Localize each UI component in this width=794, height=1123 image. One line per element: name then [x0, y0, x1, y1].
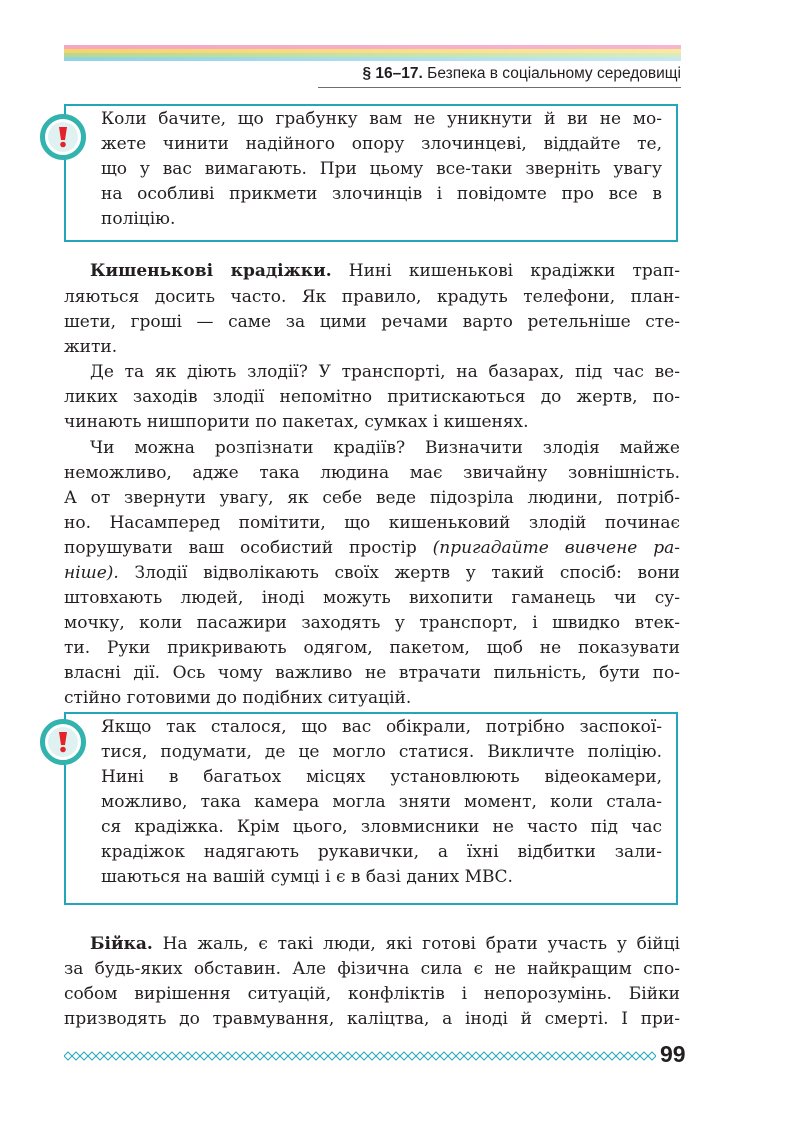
text-line: шаються на вашій сумці і є в базі даних МВС.: [101, 867, 513, 887]
text-line: чинають нишпорити по пакетах, сумках і кишенях.: [64, 412, 529, 432]
text-line: що у вас вимагають. При цьому все-таки зверніть увагу: [101, 159, 662, 179]
text-line: призводять до травмування, каліцтва, а іноді й смерті. І при-: [64, 1009, 680, 1029]
text-line: стійно готовими до подібних ситуацій.: [64, 688, 412, 708]
text-line: но. Насамперед помітити, що кишеньковий злодій починає: [64, 513, 680, 533]
header-stripe-cyan: [64, 57, 681, 61]
text-line: А от звернути увагу, як себе веде підозріла людини, потріб-: [64, 488, 680, 508]
page-number: 99: [660, 1041, 686, 1067]
text-line: мочку, коли пасажири заходять у транспорт, і швидко втек-: [64, 613, 680, 633]
text-line: жете чинити надійного опору злочинцеві, віддайте те,: [101, 134, 662, 154]
exclamation-icon: [57, 126, 69, 148]
text-line: крадіжок надягають рукавички, а їхні відбитки зали-: [101, 842, 662, 862]
text-line: ликих заходів злодії непомітно притискаються до жертв, по-: [64, 387, 680, 407]
text-line: Якщо так сталося, що вас обікрали, потрібно заспокої-: [101, 717, 662, 737]
text-line: жити.: [64, 337, 118, 357]
section-heading: Кишенькові крадіжки.: [90, 261, 332, 281]
text-line: ляються досить часто. Як правило, крадуть телефони, план-: [64, 287, 680, 307]
text-line: собом вирішення ситуацій, конфліктів і непорозумінь. Бійки: [64, 984, 680, 1004]
text-line: на особливі прикмети злочинців і повідомте про все в: [101, 184, 662, 204]
exclamation-icon: [57, 731, 69, 753]
text-line: ся крадіжка. Крім цього, зловмисники не часто під час: [101, 817, 662, 837]
italic-reference: (пригадайте вивчене ра-: [432, 538, 680, 558]
section-title: Безпека в соціальному середовищі: [427, 65, 681, 82]
text-line: поліцію.: [101, 209, 176, 229]
footer-ornament: [64, 1050, 656, 1062]
text-line: ти. Руки прикривають одягом, пакетом, щоб не показувати: [64, 638, 680, 658]
italic-reference: ніше).: [64, 563, 119, 583]
warning-badge: [40, 719, 86, 765]
text-line: Чи можна розпізнати крадіїв? Визначити злодія майже: [90, 438, 680, 458]
header-rule: [318, 87, 681, 88]
running-header: [64, 63, 681, 85]
section-number: § 16–17.: [362, 65, 423, 82]
text-line: порушувати ваш особистий простір (пригадайте вивчене ра-: [64, 538, 680, 558]
warning-badge: [40, 114, 86, 160]
section-heading: Бійка.: [90, 934, 153, 954]
text-line: неможливо, адже така людина має звичайну зовнішність.: [64, 463, 680, 483]
text-line: власні дії. Ось чому важливо не втрачати пильність, бути по-: [64, 663, 680, 683]
text-line: штовхають людей, іноді можуть вихопити гаманець чи су-: [64, 588, 680, 608]
paragraph-first-line: Кишенькові крадіжки. Нині кишенькові крадіжки трап-: [90, 261, 681, 281]
text-line: Коли бачите, що грабунку вам не уникнути й ви не мо-: [101, 109, 662, 129]
text-line: тися, подумати, де це могло статися. Викличте поліцію.: [101, 742, 662, 762]
text-line: ніше). Злодії відволікають своїх жертв у такий спосіб: вони: [64, 563, 680, 583]
text-line: можливо, така камера могла зняти момент, коли стала-: [101, 792, 662, 812]
text-line: Де та як діють злодії? У транспорті, на базарах, під час ве-: [90, 362, 680, 382]
text-line: за будь-яких обставин. Але фізична сила є не найкращим спо-: [64, 959, 680, 979]
paragraph-first-line: Бійка. На жаль, є такі люди, які готові брати участь у бійці: [90, 934, 680, 954]
text-line: шети, гроші — саме за цими речами варто ретельніше сте-: [64, 312, 680, 332]
text-line: Нині в багатьох місцях установлюють відеокамери,: [101, 767, 662, 787]
